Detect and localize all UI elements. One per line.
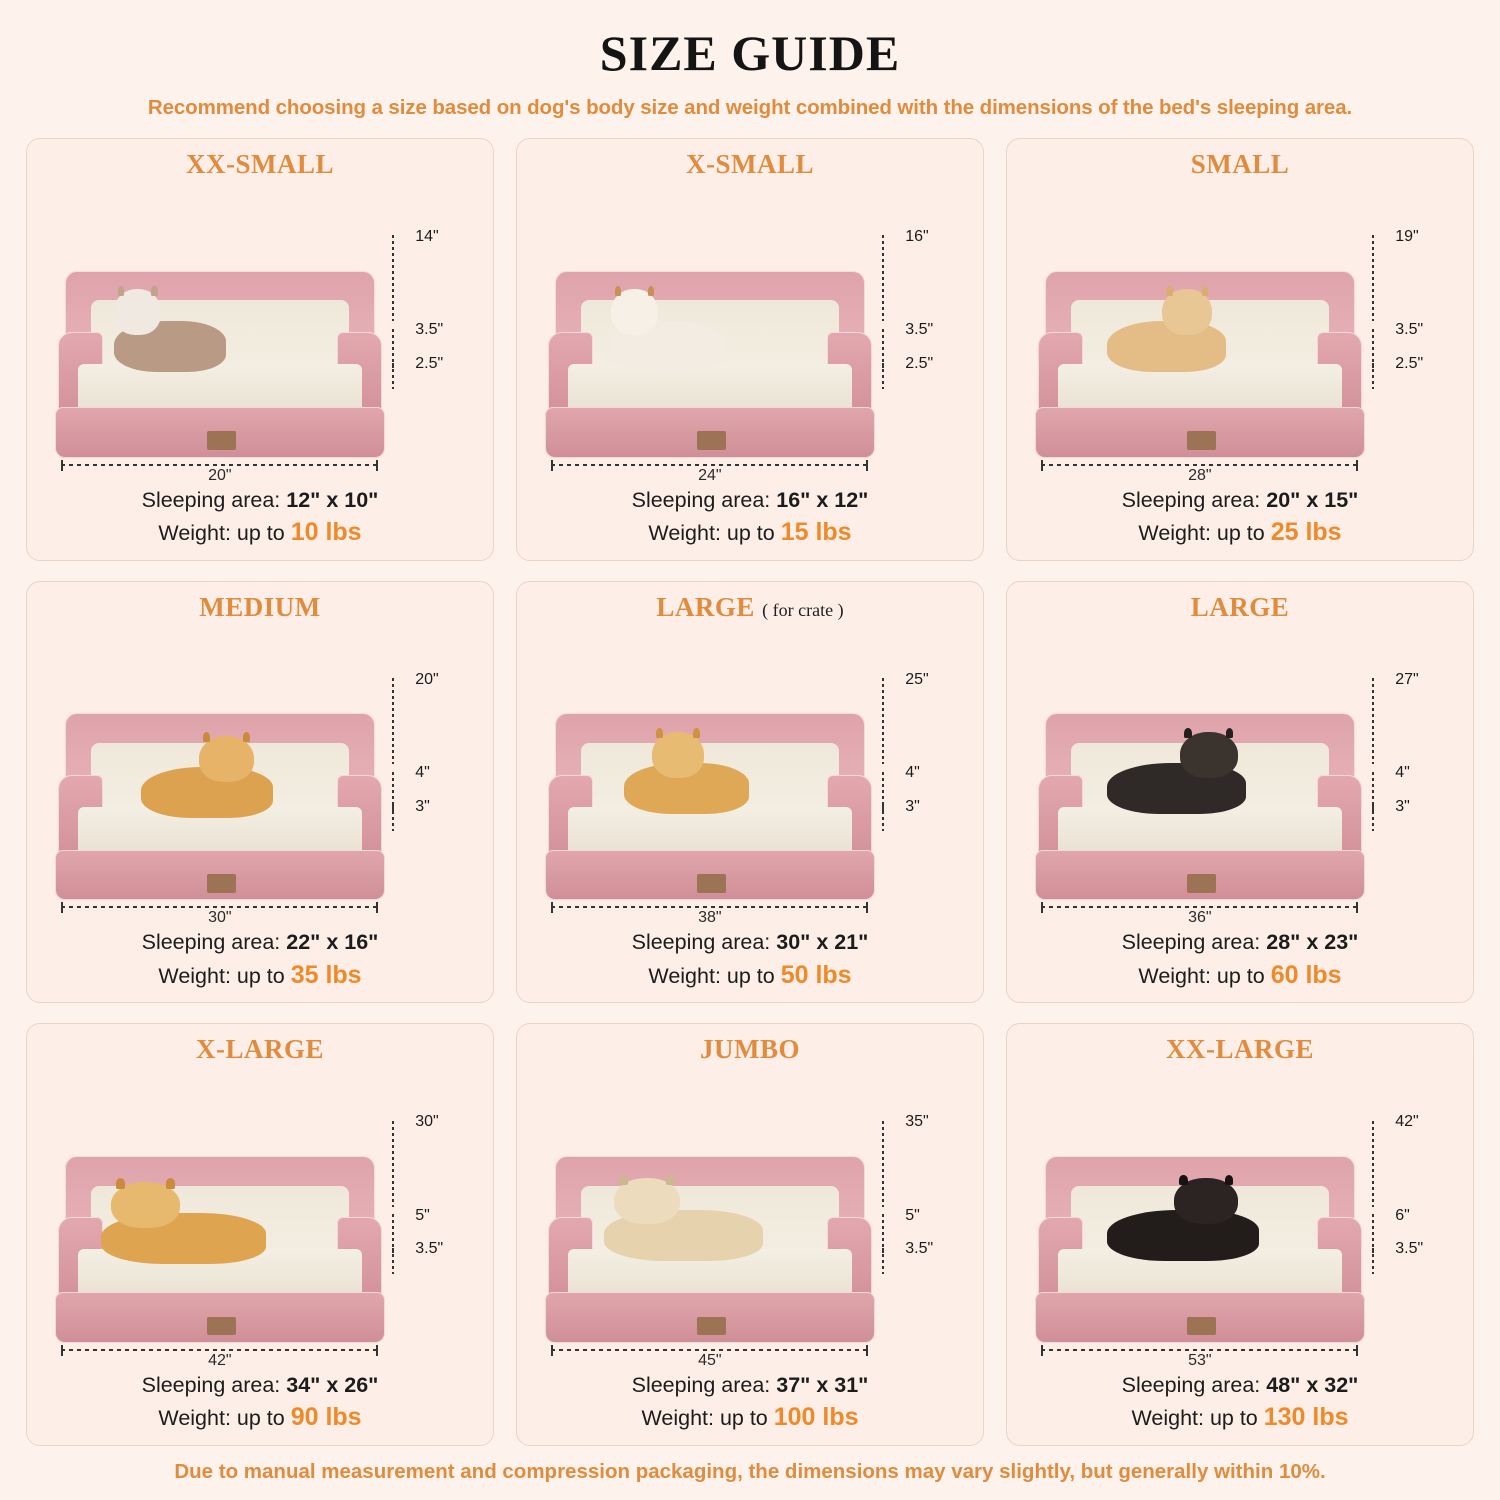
height-arrow: [882, 235, 884, 321]
pet-ear-left: [615, 286, 621, 296]
weight-value: 35 lbs: [290, 960, 362, 989]
dimension-width: 45": [683, 1352, 737, 1370]
bed-illustration: [527, 1067, 973, 1369]
sleeping-area-line: [527, 1371, 973, 1401]
size-card-title: [656, 592, 843, 623]
weight-line: [1017, 515, 1463, 550]
sleeping-area-line: [1017, 1371, 1463, 1401]
size-name: LARGE: [1190, 591, 1290, 622]
bed-illustration: [1017, 182, 1463, 484]
height-dimensions: [875, 667, 964, 854]
height-arrow: [392, 678, 394, 764]
dimension-mattress: 3": [1395, 797, 1410, 815]
dimension-width: 36": [1173, 909, 1227, 927]
dimension-height: 42": [1395, 1113, 1419, 1131]
brand-tag: [207, 431, 237, 450]
dog-bed-graphic: [55, 271, 385, 458]
height-dimensions: [1365, 224, 1454, 411]
weight-value: 90 lbs: [290, 1403, 362, 1432]
height-arrow: [392, 1121, 394, 1207]
width-dimension: [1035, 902, 1365, 927]
weight-label: Weight: up to: [648, 963, 781, 988]
dimension-bolster: 6": [1395, 1206, 1410, 1224]
dimension-width: 28": [1173, 467, 1227, 485]
weight-value: 100 lbs: [773, 1403, 859, 1432]
dog-bed-graphic: [545, 713, 875, 900]
size-name: MEDIUM: [199, 591, 321, 622]
width-cap-right: [376, 1345, 378, 1356]
width-dimension: [545, 460, 875, 484]
weight-label: Weight: up to: [1138, 521, 1271, 546]
dog-bed-graphic: [1035, 713, 1365, 900]
size-card-title: [686, 149, 814, 180]
pet-head: [1174, 1178, 1238, 1224]
height-dimensions: [1365, 667, 1454, 854]
bed-illustration: [1017, 625, 1463, 927]
dimension-mattress: 3.5": [415, 1240, 444, 1258]
size-card-title: [700, 1034, 800, 1065]
dimension-bolster: 3.5": [415, 321, 444, 339]
pet-ear-left: [116, 1178, 125, 1188]
brand-tag: [697, 874, 727, 893]
pet-head: [199, 736, 254, 782]
sleeping-area-label: Sleeping area:: [631, 487, 777, 512]
size-card-specs: [37, 486, 483, 550]
weight-line: [1017, 1400, 1463, 1435]
brand-tag: [697, 1317, 727, 1336]
bed-illustration: [1017, 1067, 1463, 1369]
sleeping-area-line: [37, 486, 483, 516]
sleeping-area-line: [37, 928, 483, 958]
sleeping-area-label: Sleeping area:: [631, 930, 777, 955]
pet-golden-retriever: [101, 1182, 266, 1264]
weight-label: Weight: up to: [641, 1406, 774, 1431]
dimension-height: 30": [415, 1113, 439, 1131]
pet-ear-right: [693, 728, 700, 738]
size-card-title: [186, 149, 334, 180]
size-card-specs: [1017, 486, 1463, 550]
sleeping-area-value: 12" x 10": [286, 487, 379, 512]
size-card-x-small-1: [516, 138, 984, 561]
pet-ear-left: [203, 732, 210, 742]
size-card-large-5: [1006, 581, 1474, 1004]
sleeping-area-label: Sleeping area:: [141, 1372, 287, 1397]
dimension-height: 25": [905, 670, 929, 688]
pet-head: [611, 289, 658, 335]
height-dimensions: [385, 667, 474, 854]
width-dimension: [545, 902, 875, 927]
sleeping-area-label: Sleeping area:: [141, 487, 287, 512]
height-arrow: [882, 678, 884, 764]
dimension-bolster: 5": [415, 1206, 430, 1224]
width-dashed-line: [551, 1349, 868, 1351]
weight-line: [527, 958, 973, 993]
brand-tag: [697, 431, 727, 450]
size-card-title: [1191, 592, 1290, 623]
mattress-arrow: [1372, 805, 1374, 831]
pet-cat: [114, 289, 226, 371]
weight-label: Weight: up to: [158, 1406, 291, 1431]
size-card-small-2: [1006, 138, 1474, 561]
dimension-mattress: 3.5": [905, 1240, 934, 1258]
size-card-specs: [37, 1371, 483, 1435]
sleeping-area-label: Sleeping area:: [1121, 1372, 1267, 1397]
width-cap-right: [376, 902, 378, 913]
dimension-mattress: 2.5": [415, 355, 444, 373]
mattress-arrow: [1372, 363, 1374, 389]
weight-line: [37, 1400, 483, 1435]
dog-bed-graphic: [545, 1156, 875, 1343]
height-dimensions: [385, 1110, 474, 1297]
sleeping-area-value: 16" x 12": [776, 487, 869, 512]
page-title: SIZE GUIDE: [599, 25, 901, 81]
dimension-mattress: 3": [415, 797, 430, 815]
size-card-title: [196, 1034, 324, 1065]
pet-border-collie: [1107, 732, 1246, 814]
size-card-jumbo-7: [516, 1023, 984, 1446]
sleeping-area-value: 37" x 31": [776, 1372, 869, 1397]
pet-labrador: [604, 1178, 762, 1260]
page-subtitle: Recommend choosing a size based on dog's body size and weight combined with the dimensions of the bed's sleeping area.: [147, 96, 1353, 119]
pet-head: [614, 1178, 681, 1224]
pet-ear-left: [1184, 728, 1192, 738]
pet-head: [652, 732, 705, 778]
dog-bed-graphic: [545, 271, 875, 458]
pet-ear-left: [118, 286, 124, 296]
width-dimension: [545, 1345, 875, 1369]
dog-bed-graphic: [1035, 1156, 1365, 1343]
pet-ear-right: [166, 1178, 175, 1188]
weight-value: 130 lbs: [1263, 1403, 1349, 1432]
dimension-mattress: 2.5": [1395, 355, 1424, 373]
weight-label: Weight: up to: [158, 521, 291, 546]
dimension-bolster: 5": [905, 1206, 920, 1224]
width-cap-right: [1356, 902, 1358, 913]
pet-ear-right: [1202, 286, 1208, 296]
height-arrow: [1372, 235, 1374, 321]
bed-illustration: [37, 625, 483, 927]
dimension-width: 38": [683, 909, 737, 927]
dimension-bolster: 4": [1395, 764, 1410, 782]
size-name: X-SMALL: [685, 149, 814, 179]
dimension-mattress: 3": [905, 797, 920, 815]
dog-bed-graphic: [55, 713, 385, 900]
pet-shih-tzu: [611, 289, 723, 371]
dimension-height: 14": [415, 227, 439, 245]
weight-label: Weight: up to: [648, 521, 781, 546]
dimension-mattress: 2.5": [905, 355, 934, 373]
size-card-title: [1191, 149, 1290, 180]
size-name: LARGE: [656, 591, 755, 622]
pet-head: [114, 289, 161, 335]
size-card-specs: [527, 1371, 973, 1435]
width-cap-right: [866, 1345, 868, 1356]
pet-ear-right: [666, 1175, 675, 1185]
height-dimensions: [875, 1110, 964, 1297]
sleeping-area-value: 30" x 21": [776, 930, 869, 955]
width-cap-right: [866, 460, 868, 471]
size-card-specs: [527, 486, 973, 550]
size-card-x-large-6: [26, 1023, 494, 1446]
footer-disclaimer: Due to manual measurement and compression packaging, the dimensions may vary slightly, but generally within 10%.: [174, 1460, 1326, 1483]
sleeping-area-value: 22" x 16": [286, 930, 379, 955]
width-dimension: [1035, 1345, 1365, 1369]
weight-value: 50 lbs: [780, 960, 852, 989]
size-card-grid: [26, 138, 1474, 1446]
bed-illustration: [37, 182, 483, 484]
brand-tag: [1187, 874, 1217, 893]
height-arrow: [1372, 1121, 1374, 1207]
pet-ear-right: [1226, 728, 1234, 738]
height-arrow: [882, 1121, 884, 1207]
dimension-width: 53": [1173, 1352, 1227, 1370]
size-name: X-LARGE: [195, 1034, 324, 1065]
size-card-title: [1166, 1034, 1314, 1065]
pet-ear-right: [1225, 1175, 1233, 1185]
sleeping-area-label: Sleeping area:: [1121, 487, 1267, 512]
width-cap-right: [1356, 460, 1358, 471]
brand-tag: [1187, 1317, 1217, 1336]
pet-corgi: [141, 736, 273, 818]
width-dashed-line: [1041, 1349, 1358, 1351]
brand-tag: [1187, 431, 1217, 450]
dimension-bolster: 3.5": [1395, 321, 1424, 339]
pet-head: [1162, 289, 1212, 335]
height-dimensions: [1365, 1110, 1454, 1297]
width-cap-right: [866, 902, 868, 913]
sleeping-area-label: Sleeping area:: [631, 1372, 777, 1397]
height-dimensions: [385, 224, 474, 411]
mattress-arrow: [882, 363, 884, 389]
sleeping-area-line: [37, 1371, 483, 1401]
dimension-height: 35": [905, 1113, 929, 1131]
weight-label: Weight: up to: [158, 963, 291, 988]
height-arrow: [1372, 678, 1374, 764]
size-name: XX-LARGE: [1165, 1034, 1314, 1065]
size-card-specs: [1017, 1371, 1463, 1435]
dog-bed-graphic: [55, 1156, 385, 1343]
dimension-width: 30": [193, 909, 247, 927]
size-name: JUMBO: [700, 1034, 800, 1065]
pet-ear-right: [243, 732, 250, 742]
brand-tag: [207, 874, 237, 893]
weight-line: [527, 515, 973, 550]
pet-head: [1180, 732, 1238, 778]
dimension-height: 27": [1395, 670, 1419, 688]
width-dashed-line: [61, 464, 378, 466]
width-dashed-line: [551, 464, 868, 466]
height-arrow: [392, 235, 394, 321]
sleeping-area-value: 28" x 23": [1266, 930, 1359, 955]
weight-value: 60 lbs: [1270, 960, 1342, 989]
width-dashed-line: [61, 1349, 378, 1351]
pet-rottweiler: [1107, 1178, 1259, 1260]
brand-tag: [207, 1317, 237, 1336]
mattress-arrow: [1372, 1248, 1374, 1274]
pet-shiba-inu: [624, 732, 749, 814]
size-card-xx-large-8: [1006, 1023, 1474, 1446]
dimension-height: 19": [1395, 227, 1419, 245]
sleeping-area-value: 48" x 32": [1266, 1372, 1359, 1397]
mattress-arrow: [392, 363, 394, 389]
sleeping-area-line: [527, 928, 973, 958]
width-dimension: [55, 902, 385, 927]
width-dimension: [55, 460, 385, 484]
height-dimensions: [875, 224, 964, 411]
dimension-bolster: 3.5": [905, 321, 934, 339]
mattress-arrow: [882, 1248, 884, 1274]
sleeping-area-value: 20" x 15": [1266, 487, 1359, 512]
pet-head: [111, 1182, 180, 1228]
size-card-large-4: [516, 581, 984, 1004]
mattress-arrow: [392, 805, 394, 831]
width-dimension: [1035, 460, 1365, 484]
weight-line: [1017, 958, 1463, 993]
dimension-width: 20": [193, 467, 247, 485]
pet-ear-left: [1179, 1175, 1187, 1185]
width-dashed-line: [1041, 464, 1358, 466]
bed-illustration: [37, 1067, 483, 1369]
size-card-specs: [37, 928, 483, 992]
pet-ear-left: [1166, 286, 1172, 296]
sleeping-area-line: [1017, 928, 1463, 958]
weight-line: [37, 515, 483, 550]
pet-ear-right: [151, 286, 157, 296]
weight-label: Weight: up to: [1131, 1406, 1264, 1431]
sleeping-area-value: 34" x 26": [286, 1372, 379, 1397]
width-dashed-line: [551, 906, 868, 908]
dimension-width: 42": [193, 1352, 247, 1370]
weight-label: Weight: up to: [1138, 963, 1271, 988]
width-dashed-line: [1041, 906, 1358, 908]
mattress-arrow: [392, 1248, 394, 1274]
dimension-bolster: 4": [905, 764, 920, 782]
size-name: XX-SMALL: [185, 149, 334, 179]
dimension-height: 16": [905, 227, 929, 245]
size-note: ( for crate ): [762, 599, 844, 620]
sleeping-area-line: [527, 486, 973, 516]
width-cap-right: [376, 460, 378, 471]
sleeping-area-label: Sleeping area:: [1121, 930, 1267, 955]
bed-illustration: [527, 182, 973, 484]
dimension-width: 24": [683, 467, 737, 485]
weight-line: [527, 1400, 973, 1435]
pet-ear-right: [648, 286, 654, 296]
pet-ear-left: [619, 1175, 628, 1185]
size-card-xx-small-0: [26, 138, 494, 561]
width-cap-right: [1356, 1345, 1358, 1356]
size-name: SMALL: [1190, 149, 1290, 179]
sleeping-area-line: [1017, 486, 1463, 516]
weight-value: 15 lbs: [780, 518, 852, 547]
pet-french-bulldog: [1107, 289, 1226, 371]
mattress-arrow: [882, 805, 884, 831]
size-card-specs: [527, 928, 973, 992]
bed-illustration: [527, 625, 973, 927]
dog-bed-graphic: [1035, 271, 1365, 458]
weight-value: 25 lbs: [1270, 518, 1342, 547]
width-dimension: [55, 1345, 385, 1369]
sleeping-area-label: Sleeping area:: [141, 930, 287, 955]
dimension-height: 20": [415, 670, 439, 688]
weight-line: [37, 958, 483, 993]
size-card-medium-3: [26, 581, 494, 1004]
size-card-title: [199, 592, 320, 623]
size-card-specs: [1017, 928, 1463, 992]
pet-ear-left: [656, 728, 663, 738]
dimension-bolster: 4": [415, 764, 430, 782]
dimension-mattress: 3.5": [1395, 1240, 1424, 1258]
weight-value: 10 lbs: [290, 518, 362, 547]
width-dashed-line: [61, 906, 378, 908]
